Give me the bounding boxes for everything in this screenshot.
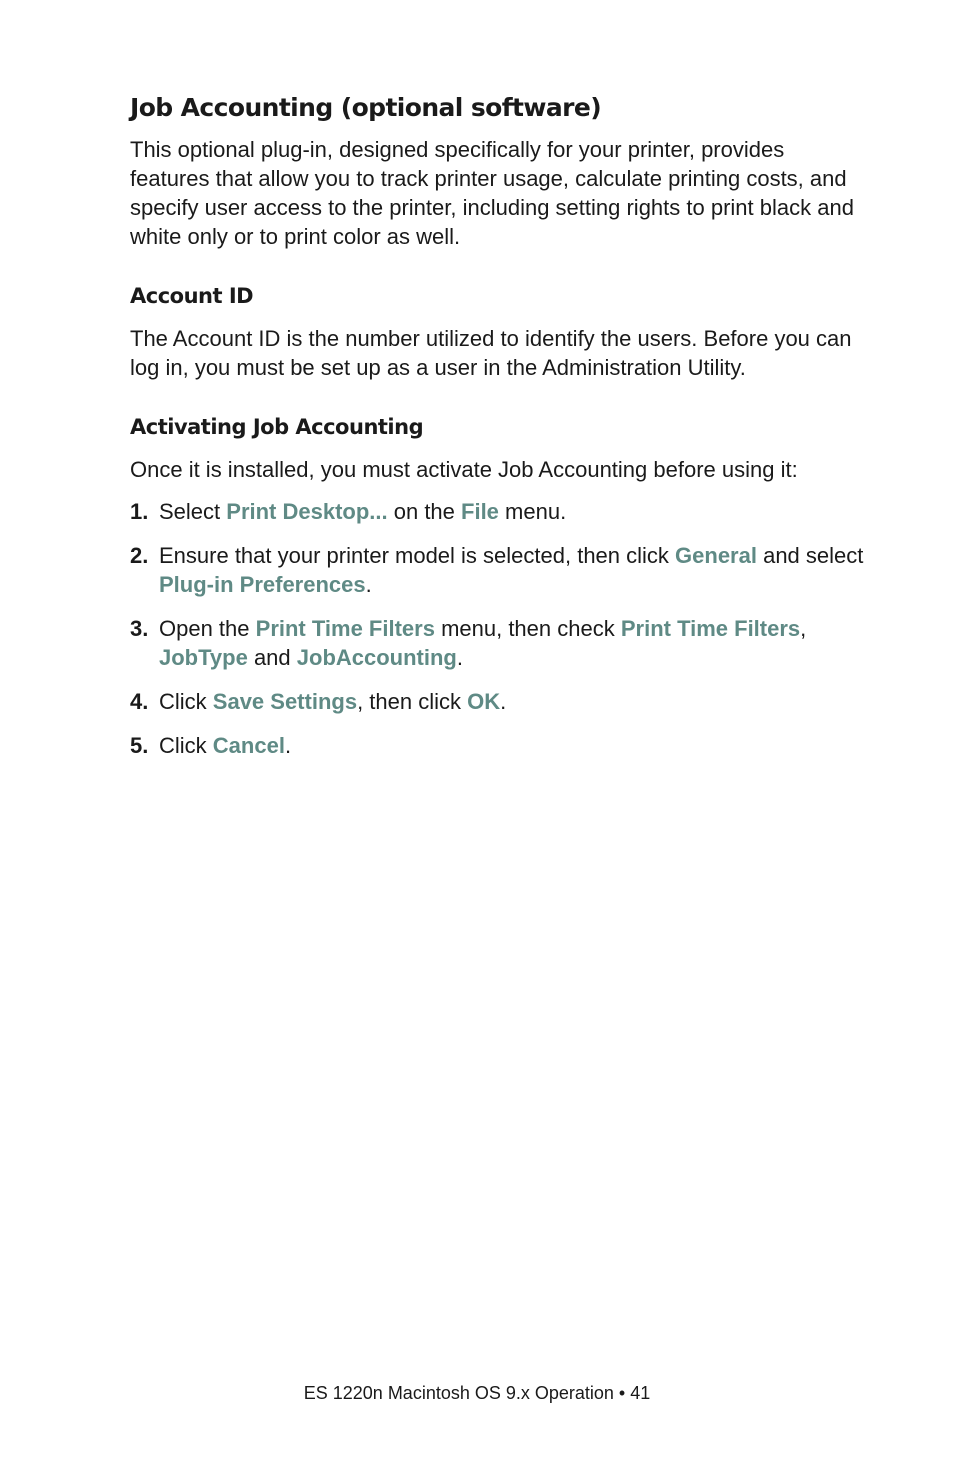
- step-item: [130, 541, 865, 599]
- step-text: Click: [159, 733, 213, 758]
- step-text: .: [500, 689, 507, 714]
- step-text: menu, then check: [434, 616, 621, 641]
- activating-heading: Activating Job Accounting: [130, 415, 424, 439]
- step-text: Ensure that your printer model is selected, then click: [159, 543, 676, 568]
- menu-file: File: [461, 499, 499, 524]
- step-number: 3.: [130, 616, 149, 641]
- page-title: Job Accounting (optional software): [130, 93, 602, 122]
- ui-ref-jobtype: JobType: [159, 645, 248, 670]
- menu-command-print-desktop: Print Desktop...: [226, 499, 388, 524]
- step-text: Select: [159, 499, 227, 524]
- activating-paragraph: Once it is installed, you must activate Job Accounting before using it:: [130, 457, 798, 482]
- ui-ref-print-time-filters-menu: Print Time Filters: [255, 616, 435, 641]
- step-number: 4.: [130, 689, 149, 714]
- step-number: 5.: [130, 733, 149, 758]
- step-item: [130, 687, 865, 716]
- intro-paragraph: This optional plug-in, designed specifically for your printer, provides features that allow you to track printer usage, calculate printing costs, and specify user access to the printer, including setting rights to print black and white only or to print color as well.: [130, 137, 854, 249]
- ui-ref-cancel: Cancel: [212, 733, 285, 758]
- step-text: on the: [387, 499, 462, 524]
- step-text: , then click: [357, 689, 468, 714]
- step-item: [130, 614, 865, 672]
- step-text: Open the: [159, 616, 256, 641]
- step-item: [130, 497, 865, 526]
- ui-ref-general: General: [675, 543, 757, 568]
- ui-ref-save-settings: Save Settings: [212, 689, 358, 714]
- step-text: and: [247, 645, 297, 670]
- step-text: .: [365, 572, 372, 597]
- step-text: .: [456, 645, 463, 670]
- account-id-paragraph: The Account ID is the number utilized to identify the users. Before you can log in, you must be set up as a user in the Administration Utility.: [130, 326, 852, 380]
- step-item: [130, 731, 865, 760]
- ui-ref-plugin-preferences: Plug-in Preferences: [159, 572, 366, 597]
- steps-list: [130, 497, 865, 760]
- step-text: and select: [756, 543, 864, 568]
- ui-ref-ok: OK: [467, 689, 501, 714]
- account-id-heading: Account ID: [130, 284, 254, 308]
- ui-ref-jobaccounting: JobAccounting: [296, 645, 457, 670]
- step-text: ,: [800, 616, 807, 641]
- ui-ref-print-time-filters-check: Print Time Filters: [620, 616, 801, 641]
- step-number: 2.: [130, 543, 149, 568]
- step-text: Click: [159, 689, 213, 714]
- document-page: [130, 90, 865, 775]
- step-text: menu.: [498, 499, 567, 524]
- step-number: 1.: [130, 499, 149, 524]
- step-text: .: [284, 733, 292, 758]
- page-footer: ES 1220n Macintosh OS 9.x Operation • 41: [303, 1383, 651, 1403]
